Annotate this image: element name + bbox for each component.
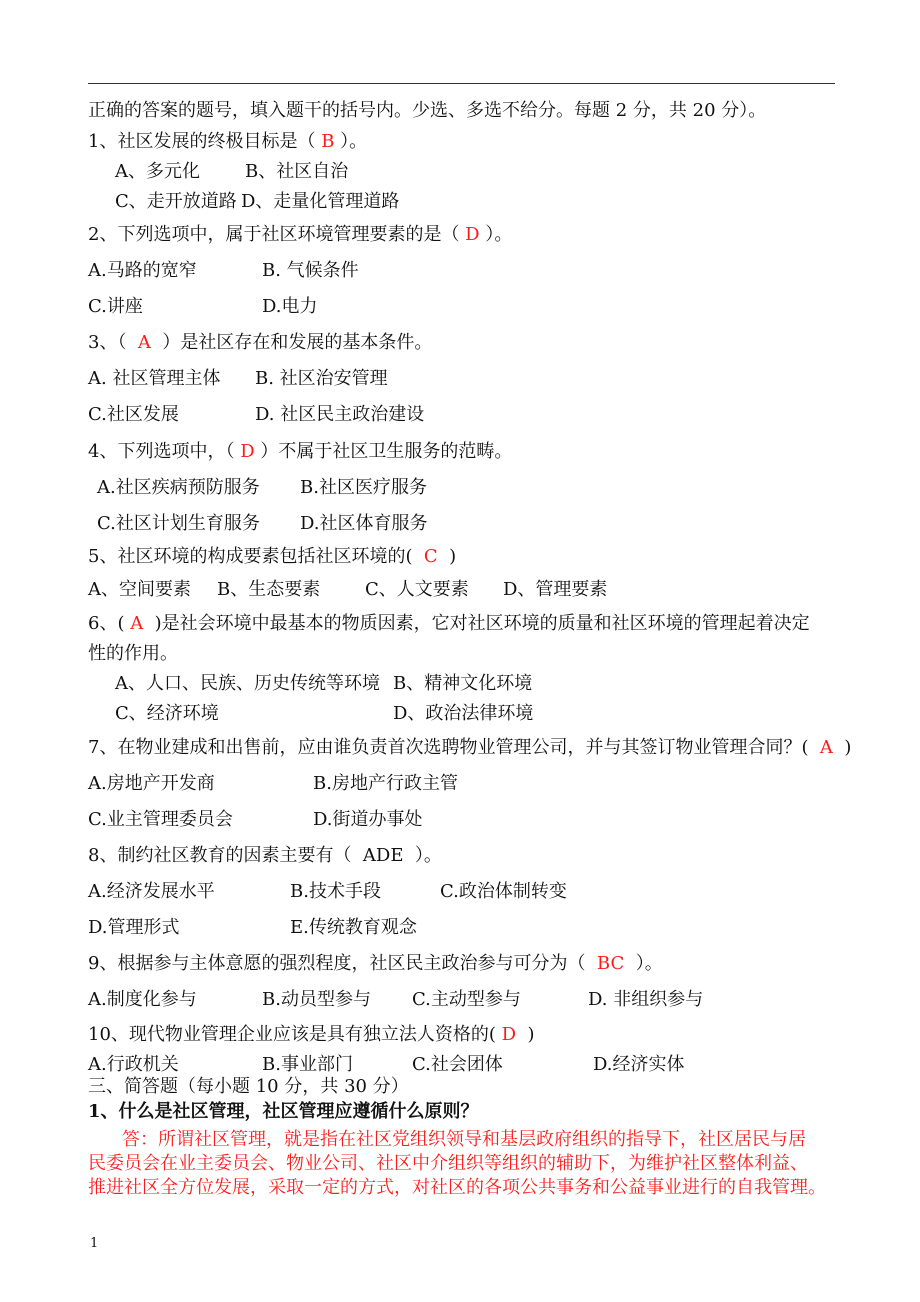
option-b: B.事业部门 — [262, 1054, 353, 1075]
question-2-options-row — [0, 296, 920, 318]
option-c: C.社区计划生育服务 — [97, 513, 260, 534]
stem-text: 1、社区发展的终极目标是（ — [88, 131, 322, 152]
option-a: A.房地产开发商 — [88, 773, 215, 794]
stem-text: 2、下列选项中，属于社区环境管理要素的是（ — [88, 224, 466, 245]
option-b: B、精神文化环境 — [393, 673, 533, 694]
option-c: C.社会团体 — [412, 1054, 503, 1075]
question-6-options-row — [0, 673, 920, 695]
answer-mark: A — [130, 613, 144, 634]
option-d: D、管理要素 — [503, 579, 608, 600]
option-a: A.制度化参与 — [88, 989, 197, 1010]
question-9-options-row — [0, 989, 920, 1011]
stem-text: 4、下列选项中，（ — [88, 441, 241, 462]
option-d: D、走量化管理道路 — [241, 191, 400, 212]
option-c: C.政治体制转变 — [440, 881, 567, 902]
stem-text: 8、制约社区教育的因素主要有（ — [88, 845, 363, 866]
answer-mark: BC — [596, 953, 625, 974]
instruction-line: 正确的答案的题号，填入题干的括号内。少选、多选不给分。每题 2 分，共 20 分）。 — [88, 100, 767, 121]
question-10-stem — [88, 1024, 535, 1046]
stem-text: )是社会环境中最基本的物质因素，它对社区环境的质量和社区环境的管理起着决定 — [143, 613, 810, 634]
header-rule — [88, 83, 835, 84]
stem-text: ) — [437, 546, 457, 567]
option-c: C.主动型参与 — [412, 989, 521, 1010]
answer-mark: D — [501, 1024, 517, 1045]
question-4-stem — [88, 441, 512, 463]
stem-text: ）。 — [334, 131, 368, 152]
question-7-options-row — [0, 773, 920, 795]
answer-mark: C — [423, 546, 438, 567]
question-7-stem — [88, 737, 851, 759]
option-b: B.动员型参与 — [262, 989, 371, 1010]
question-5-stem — [88, 546, 456, 568]
option-b: B、社区自治 — [245, 161, 349, 182]
question-1-stem — [88, 131, 367, 153]
option-c: C.社区发展 — [88, 404, 179, 425]
option-d: D.街道办事处 — [313, 809, 423, 830]
question-3-options-row — [0, 368, 920, 390]
option-b: B、生态要素 — [217, 579, 321, 600]
question-9-stem — [88, 953, 663, 975]
option-c: C、经济环境 — [115, 703, 219, 724]
question-4-options-row — [0, 477, 920, 499]
page-number: 1 — [90, 1236, 99, 1251]
option-c: C.业主管理委员会 — [88, 809, 233, 830]
option-a: A.经济发展水平 — [88, 881, 215, 902]
essay-answer-line: 推进社区全方位发展，采取一定的方式，对社区的各项公共事务和公益事业进行的自我管理。 — [88, 1177, 826, 1198]
option-d: D、政治法律环境 — [393, 703, 534, 724]
question-3-options-row — [0, 404, 920, 426]
section-heading: 三、简答题（每小题 10 分，共 30 分） — [88, 1076, 409, 1097]
essay-answer-line: 答：所谓社区管理，就是指在社区党组织领导和基层政府组织的指导下，社区居民与居 — [122, 1129, 806, 1150]
question-1-options-row — [0, 191, 920, 213]
option-b: B.技术手段 — [290, 881, 381, 902]
stem-text: ）。 — [403, 845, 442, 866]
question-8-stem — [88, 845, 442, 867]
option-d: D.社区体育服务 — [300, 513, 428, 534]
option-a: A、人口、民族、历史传统等环境 — [115, 673, 380, 694]
question-3-stem — [88, 332, 432, 354]
question-4-options-row — [0, 513, 920, 535]
stem-text: 3、（ — [88, 332, 138, 353]
question-8-options-row — [0, 917, 920, 939]
option-d: D. 社区民主政治建设 — [255, 404, 425, 425]
question-6-stem — [88, 613, 810, 635]
option-a: A.马路的宽窄 — [88, 260, 197, 281]
option-c: C.讲座 — [88, 296, 143, 317]
option-a: A.社区疾病预防服务 — [97, 477, 260, 498]
option-a: A、空间要素 — [88, 579, 191, 600]
option-d: D. 非组织参与 — [588, 989, 704, 1010]
question-6-stem-continuation: 性的作用。 — [88, 643, 178, 664]
option-a: A、多元化 — [115, 161, 200, 182]
option-d: D.经济实体 — [593, 1054, 685, 1075]
question-5-options-row — [0, 579, 920, 601]
stem-text: ）。 — [624, 953, 663, 974]
option-c: C、人文要素 — [365, 579, 469, 600]
stem-text: ) — [832, 737, 852, 758]
stem-text: ) — [516, 1024, 535, 1045]
option-b: B.房地产行政主管 — [313, 773, 458, 794]
answer-mark: B — [321, 131, 335, 152]
option-e: E.传统教育观念 — [290, 917, 417, 938]
option-b: B. 气候条件 — [262, 260, 359, 281]
option-d: D.电力 — [262, 296, 318, 317]
answer-mark: D — [240, 441, 255, 462]
essay-question: 1、什么是社区管理，社区管理应遵循什么原则？ — [88, 1101, 479, 1122]
question-8-options-row — [0, 881, 920, 903]
option-b: B. 社区治安管理 — [255, 368, 388, 389]
answer-mark: A — [819, 737, 833, 758]
question-2-stem — [88, 224, 512, 246]
question-7-options-row — [0, 809, 920, 831]
stem-text: 7、在物业建成和出售前，应由谁负责首次选聘物业管理公司，并与其签订物业管理合同？( — [88, 737, 820, 758]
option-b: B.社区医疗服务 — [300, 477, 427, 498]
stem-text: 5、社区环境的构成要素包括社区环境的( — [88, 546, 424, 567]
answer-mark: A — [137, 332, 151, 353]
question-10-options-row — [0, 1054, 920, 1076]
stem-text: ）不属于社区卫生服务的范畴。 — [254, 441, 513, 462]
stem-text: ）。 — [479, 224, 513, 245]
question-2-options-row — [0, 260, 920, 282]
option-a: A.行政机关 — [88, 1054, 179, 1075]
question-6-options-row — [0, 703, 920, 725]
stem-text: ）是社区存在和发展的基本条件。 — [150, 332, 433, 353]
essay-answer-line: 民委员会在业主委员会、物业公司、社区中介组织等组织的辅助下，为维护社区整体利益、 — [88, 1153, 808, 1174]
stem-text: 6、( — [88, 613, 131, 634]
option-a: A. 社区管理主体 — [88, 368, 221, 389]
stem-text: 10、现代物业管理企业应该是具有独立法人资格的( — [88, 1024, 502, 1045]
answer-mark: D — [465, 224, 480, 245]
stem-text: 9、根据参与主体意愿的强烈程度，社区民主政治参与可分为（ — [88, 953, 597, 974]
question-1-options-row — [0, 161, 920, 183]
option-d: D.管理形式 — [88, 917, 180, 938]
answer-mark: ADE — [362, 845, 404, 866]
option-c: C、走开放道路 — [115, 191, 237, 212]
